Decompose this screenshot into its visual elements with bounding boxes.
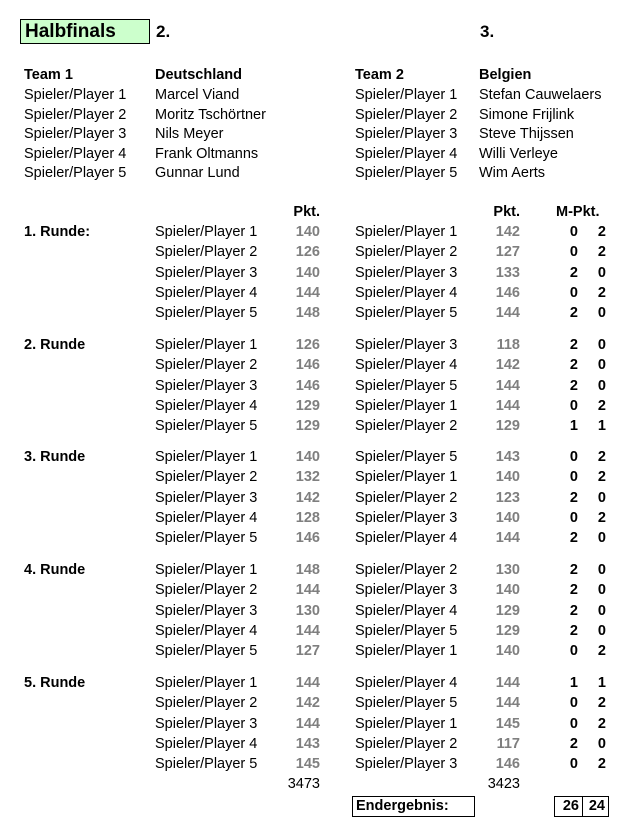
- team1-player: Spieler/Player 4: [155, 509, 258, 526]
- team1-player-name: Gunnar Lund: [155, 165, 240, 181]
- team1-player: Spieler/Player 5: [155, 530, 258, 547]
- round-label: 5. Runde: [24, 675, 86, 691]
- match-points-team2: 0: [597, 582, 606, 599]
- team2-player-slot: Spieler/Player 4: [355, 145, 458, 162]
- team2-score: 144: [495, 530, 520, 547]
- match-points-team2: 0: [597, 357, 606, 374]
- team1-score: 144: [295, 284, 320, 301]
- team2-score: 129: [495, 418, 520, 435]
- team1-player-slot: Spieler/Player 3: [24, 126, 127, 142]
- team2-score: 146: [495, 756, 520, 773]
- team2-player-slot: Spieler/Player 5: [355, 165, 458, 181]
- match-points-team1: 1: [569, 675, 578, 691]
- team2-player-slot: Spieler/Player 3: [355, 126, 458, 142]
- team1-player: Spieler/Player 2: [155, 582, 258, 599]
- team2-score: 142: [495, 224, 520, 240]
- team1-player-slot: Spieler/Player 1: [24, 87, 127, 103]
- team1-score: 129: [295, 397, 320, 414]
- team1-player: Spieler/Player 4: [155, 397, 258, 414]
- team1-score: 146: [295, 377, 320, 394]
- team2-player: Spieler/Player 5: [355, 695, 458, 712]
- team2-score: 129: [495, 622, 520, 639]
- team1-player: Spieler/Player 5: [155, 305, 258, 322]
- total-team1: 3473: [287, 776, 320, 792]
- team1-player: Spieler/Player 1: [155, 675, 258, 691]
- team2-name: Belgien: [479, 67, 532, 83]
- match-points-team2: 2: [597, 695, 606, 712]
- team1-score: 142: [295, 695, 320, 712]
- team2-player-name: Steve Thijssen: [479, 126, 574, 142]
- match-points-team1: 0: [569, 284, 578, 301]
- match-points-team2: 2: [597, 284, 606, 301]
- match-points-team1: 0: [569, 224, 578, 240]
- team2-score: 140: [495, 469, 520, 486]
- team2-score: 144: [495, 675, 520, 691]
- team1-player: Spieler/Player 4: [155, 622, 258, 639]
- team1-score: 144: [295, 675, 320, 691]
- team2-player: Spieler/Player 3: [355, 264, 458, 281]
- match-points-team2: 0: [597, 337, 606, 353]
- team2-score: 144: [495, 377, 520, 394]
- team2-player: Spieler/Player 4: [355, 530, 458, 547]
- match-points-team1: 0: [569, 756, 578, 773]
- team2-player: Spieler/Player 1: [355, 469, 458, 486]
- points-header-team1: Pkt.: [293, 204, 320, 220]
- team2-score: 146: [495, 284, 520, 301]
- team1-player: Spieler/Player 1: [155, 337, 258, 353]
- team1-player: Spieler/Player 2: [155, 244, 258, 261]
- team2-player: Spieler/Player 3: [355, 337, 458, 353]
- match-points-team2: 2: [597, 469, 606, 486]
- team1-player: Spieler/Player 4: [155, 284, 258, 301]
- team1-score: 126: [295, 337, 320, 353]
- match-points-team2: 0: [597, 562, 606, 578]
- team2-player: Spieler/Player 5: [355, 622, 458, 639]
- match-points-team2: 0: [597, 377, 606, 394]
- match-points-team1: 2: [569, 337, 578, 353]
- round-label: 1. Runde:: [24, 224, 91, 240]
- team2-label: Team 2: [355, 67, 404, 83]
- match-points-team1: 0: [569, 715, 578, 732]
- team1-rank: 2.: [156, 22, 171, 41]
- team2-score: 144: [495, 397, 520, 414]
- team2-score: 142: [495, 357, 520, 374]
- page-title: Halbfinals: [20, 19, 150, 44]
- match-points-team2: 0: [597, 305, 606, 322]
- team2-player-slot: Spieler/Player 2: [355, 106, 458, 123]
- team2-player: Spieler/Player 5: [355, 449, 458, 465]
- final-result-team1: 26: [554, 796, 583, 817]
- team1-score: 126: [295, 244, 320, 261]
- team2-player: Spieler/Player 1: [355, 224, 458, 240]
- match-points-team1: 2: [569, 530, 578, 547]
- team2-player-name: Willi Verleye: [479, 145, 558, 162]
- team1-score: 146: [295, 357, 320, 374]
- team2-score: 140: [495, 582, 520, 599]
- team1-player: Spieler/Player 3: [155, 715, 258, 732]
- team1-score: 140: [295, 224, 320, 240]
- team1-player: Spieler/Player 5: [155, 418, 258, 435]
- match-points-team2: 0: [597, 530, 606, 547]
- match-points-team1: 1: [569, 418, 578, 435]
- team1-score: 127: [295, 643, 320, 660]
- final-result-label: Endergebnis:: [352, 796, 475, 817]
- team1-player-name: Frank Oltmanns: [155, 145, 259, 162]
- match-points-team2: 2: [597, 244, 606, 261]
- match-points-team1: 2: [569, 377, 578, 394]
- final-result-team2: 24: [582, 796, 609, 817]
- team2-score: 144: [495, 305, 520, 322]
- team2-player: Spieler/Player 5: [355, 305, 458, 322]
- team2-player: Spieler/Player 4: [355, 675, 458, 691]
- match-points-team1: 2: [569, 562, 578, 578]
- team2-player: Spieler/Player 4: [355, 357, 458, 374]
- round-label: 3. Runde: [24, 449, 86, 465]
- team1-player-name: Nils Meyer: [155, 126, 224, 142]
- team2-score: 130: [495, 562, 520, 578]
- team1-player: Spieler/Player 1: [155, 562, 258, 578]
- team1-score: 144: [295, 715, 320, 732]
- match-points-team1: 0: [569, 695, 578, 712]
- match-points-team2: 2: [597, 643, 606, 660]
- team1-score: 148: [295, 562, 320, 578]
- match-points-team2: 2: [597, 756, 606, 773]
- match-points-team2: 0: [597, 489, 606, 506]
- team2-player: Spieler/Player 2: [355, 735, 458, 752]
- team2-score: 117: [496, 735, 520, 752]
- match-points-team2: 2: [597, 397, 606, 414]
- team2-player: Spieler/Player 2: [355, 562, 458, 578]
- match-points-team1: 0: [569, 397, 578, 414]
- team2-score: 140: [495, 509, 520, 526]
- team1-player: Spieler/Player 3: [155, 602, 258, 619]
- team2-player: Spieler/Player 1: [355, 643, 458, 660]
- team1-label: Team 1: [24, 67, 73, 83]
- round-label: 4. Runde: [24, 562, 86, 578]
- team1-player: Spieler/Player 1: [155, 224, 258, 240]
- match-points-team2: 1: [597, 675, 606, 691]
- match-points-team1: 2: [569, 489, 578, 506]
- team2-score: 129: [495, 602, 520, 619]
- team2-score: 127: [495, 244, 520, 261]
- team2-player-name: Stefan Cauwelaers: [479, 87, 602, 103]
- team2-player: Spieler/Player 5: [355, 377, 458, 394]
- team2-player: Spieler/Player 3: [355, 582, 458, 599]
- team1-score: 145: [295, 756, 320, 773]
- team2-score: 123: [495, 489, 520, 506]
- match-points-team2: 1: [597, 418, 606, 435]
- match-points-team1: 2: [569, 735, 578, 752]
- match-points-team1: 2: [569, 305, 578, 322]
- team1-player: Spieler/Player 3: [155, 489, 258, 506]
- team1-player-name: Moritz Tschörtner: [155, 106, 266, 123]
- match-points-team1: 0: [569, 449, 578, 465]
- total-team2: 3423: [487, 776, 520, 792]
- team2-score: 140: [495, 643, 520, 660]
- team1-score: 148: [295, 305, 320, 322]
- team2-rank: 3.: [480, 22, 495, 41]
- team1-player: Spieler/Player 5: [155, 643, 258, 660]
- team1-player-slot: Spieler/Player 5: [24, 165, 127, 181]
- round-label: 2. Runde: [24, 337, 86, 353]
- team1-score: 146: [295, 530, 320, 547]
- match-points-team1: 0: [569, 643, 578, 660]
- team2-player: Spieler/Player 2: [355, 418, 458, 435]
- team2-player: Spieler/Player 1: [355, 397, 458, 414]
- team1-player: Spieler/Player 3: [155, 377, 258, 394]
- team1-score: 129: [295, 418, 320, 435]
- team1-score: 140: [295, 264, 320, 281]
- team1-player: Spieler/Player 2: [155, 695, 258, 712]
- match-points-team2: 2: [597, 224, 606, 240]
- team1-score: 132: [295, 469, 320, 486]
- match-points-team1: 0: [569, 244, 578, 261]
- team1-name: Deutschland: [155, 67, 243, 83]
- match-points-team1: 2: [569, 357, 578, 374]
- team2-score: 118: [496, 337, 520, 353]
- team1-player: Spieler/Player 1: [155, 449, 258, 465]
- team1-score: 144: [295, 582, 320, 599]
- match-points-team2: 0: [597, 622, 606, 639]
- match-points-team2: 2: [597, 449, 606, 465]
- team1-player-slot: Spieler/Player 2: [24, 106, 127, 123]
- team1-score: 128: [295, 509, 320, 526]
- match-points-team1: 2: [569, 622, 578, 639]
- team1-player: Spieler/Player 4: [155, 735, 258, 752]
- match-points-team2: 2: [597, 715, 606, 732]
- team2-player: Spieler/Player 2: [355, 489, 458, 506]
- match-points-team1: 0: [569, 509, 578, 526]
- match-points-header: M-Pkt.: [556, 204, 600, 220]
- team2-score: 144: [495, 695, 520, 712]
- team2-player: Spieler/Player 3: [355, 509, 458, 526]
- team1-score: 143: [295, 735, 320, 752]
- team1-player-name: Marcel Viand: [155, 87, 240, 103]
- team1-score: 144: [295, 622, 320, 639]
- match-points-team1: 0: [569, 469, 578, 486]
- points-header-team2: Pkt.: [493, 204, 520, 220]
- team2-player-name: Wim Aerts: [479, 165, 546, 181]
- team2-player: Spieler/Player 2: [355, 244, 458, 261]
- team1-player: Spieler/Player 2: [155, 357, 258, 374]
- match-points-team1: 2: [569, 582, 578, 599]
- match-points-team1: 2: [569, 602, 578, 619]
- team1-player: Spieler/Player 2: [155, 469, 258, 486]
- match-points-team2: 2: [597, 509, 606, 526]
- team2-player-slot: Spieler/Player 1: [355, 87, 458, 103]
- match-points-team1: 2: [569, 264, 578, 281]
- team2-score: 133: [495, 264, 520, 281]
- team1-player: Spieler/Player 5: [155, 756, 258, 773]
- team1-player: Spieler/Player 3: [155, 264, 258, 281]
- match-points-team2: 0: [597, 735, 606, 752]
- team2-score: 143: [495, 449, 520, 465]
- team2-player-name: Simone Frijlink: [479, 106, 575, 123]
- team1-player-slot: Spieler/Player 4: [24, 145, 127, 162]
- team2-score: 145: [495, 715, 520, 732]
- team1-score: 130: [295, 602, 320, 619]
- team1-score: 142: [295, 489, 320, 506]
- match-points-team2: 0: [597, 602, 606, 619]
- team2-player: Spieler/Player 1: [355, 715, 458, 732]
- match-points-team2: 0: [597, 264, 606, 281]
- team1-score: 140: [295, 449, 320, 465]
- team2-player: Spieler/Player 3: [355, 756, 458, 773]
- team2-player: Spieler/Player 4: [355, 602, 458, 619]
- team2-player: Spieler/Player 4: [355, 284, 458, 301]
